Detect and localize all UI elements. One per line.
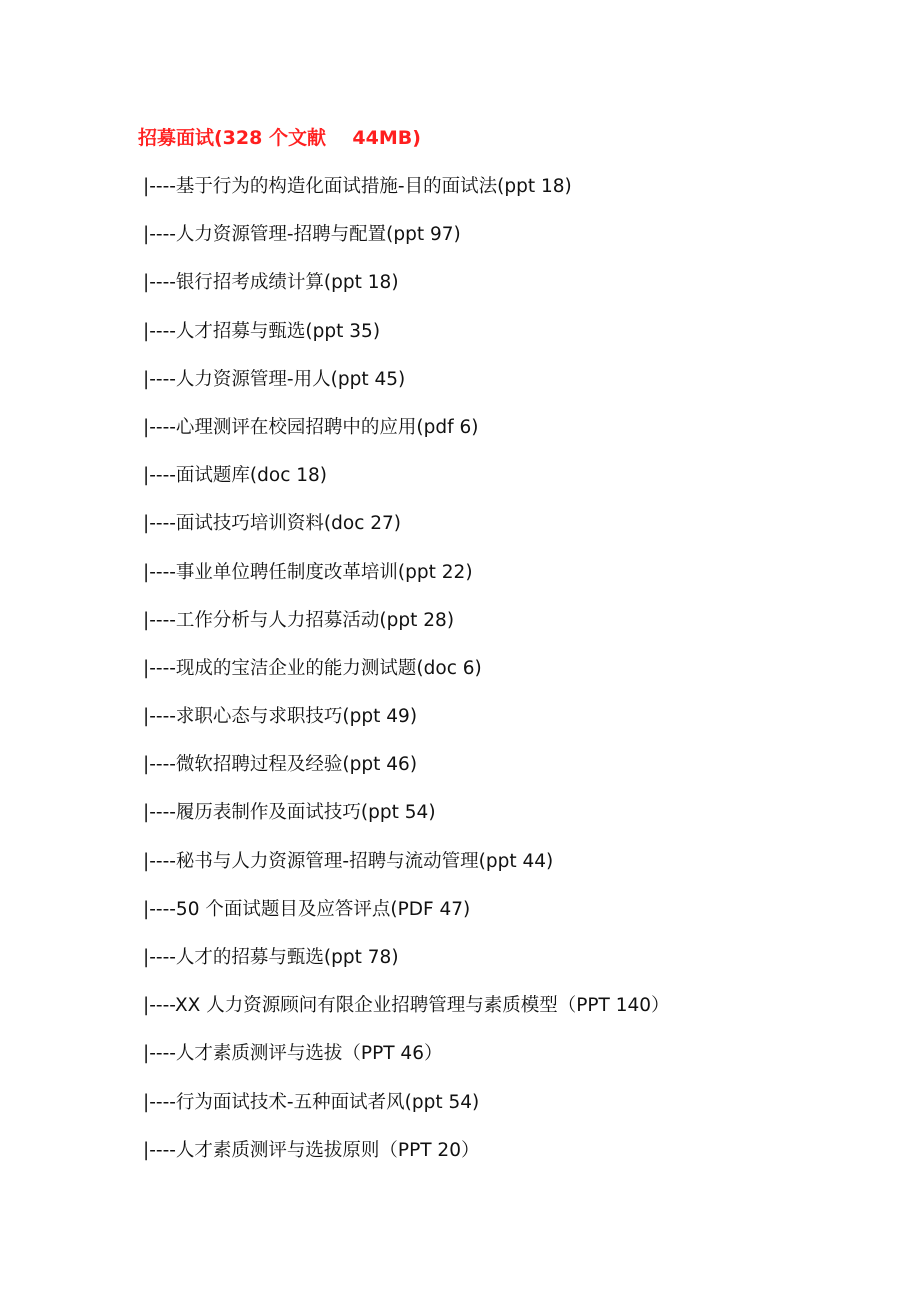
list-item: |----求职心态与求职技巧(ppt 49) [143, 706, 418, 728]
list-item: |----人才素质测评与选拔（PPT 46） [143, 1043, 443, 1065]
list-item: |----微软招聘过程及经验(ppt 46) [143, 754, 418, 776]
list-item: |----心理测评在校园招聘中的应用(pdf 6) [143, 416, 479, 438]
list-item: |----事业单位聘任制度改革培训(ppt 22) [143, 561, 473, 583]
list-item: |----人才的招募与甄选(ppt 78) [143, 947, 399, 968]
list-item: |----50 个面试题目及应答评点(PDF 47) [143, 898, 471, 920]
list-item: |----基于行为的构造化面试措施-目的面试法(ppt 18) [143, 176, 572, 197]
list-item: |----人才招募与甄选(ppt 35) [143, 320, 381, 342]
document-file-list [143, 172, 670, 1184]
list-item: |----工作分析与人力招募活动(ppt 28) [143, 609, 455, 631]
list-item: |----人才素质测评与选拔原则（PPT 20） [143, 1139, 480, 1161]
document-title: 招募面试(328 个文献 44MB) [138, 127, 421, 149]
list-item: |----人力资源管理-用人(ppt 45) [143, 368, 406, 390]
list-item: |----现成的宝洁企业的能力测试题(doc 6) [143, 657, 482, 679]
list-item: |----XX 人力资源顾问有限企业招聘管理与素质模型（PPT 140） [143, 995, 670, 1017]
list-item: |----履历表制作及面试技巧(ppt 54) [143, 802, 436, 824]
list-item: |----银行招考成绩计算(ppt 18) [143, 272, 399, 294]
list-item: |----秘书与人力资源管理-招聘与流动管理(ppt 44) [143, 850, 554, 872]
list-item: |----人力资源管理-招聘与配置(ppt 97) [143, 224, 461, 246]
list-item: |----面试技巧培训资料(doc 27) [143, 513, 402, 535]
list-item: |----行为面试技术-五种面试者风(ppt 54) [143, 1091, 480, 1113]
list-item: |----面试题库(doc 18) [143, 465, 328, 487]
